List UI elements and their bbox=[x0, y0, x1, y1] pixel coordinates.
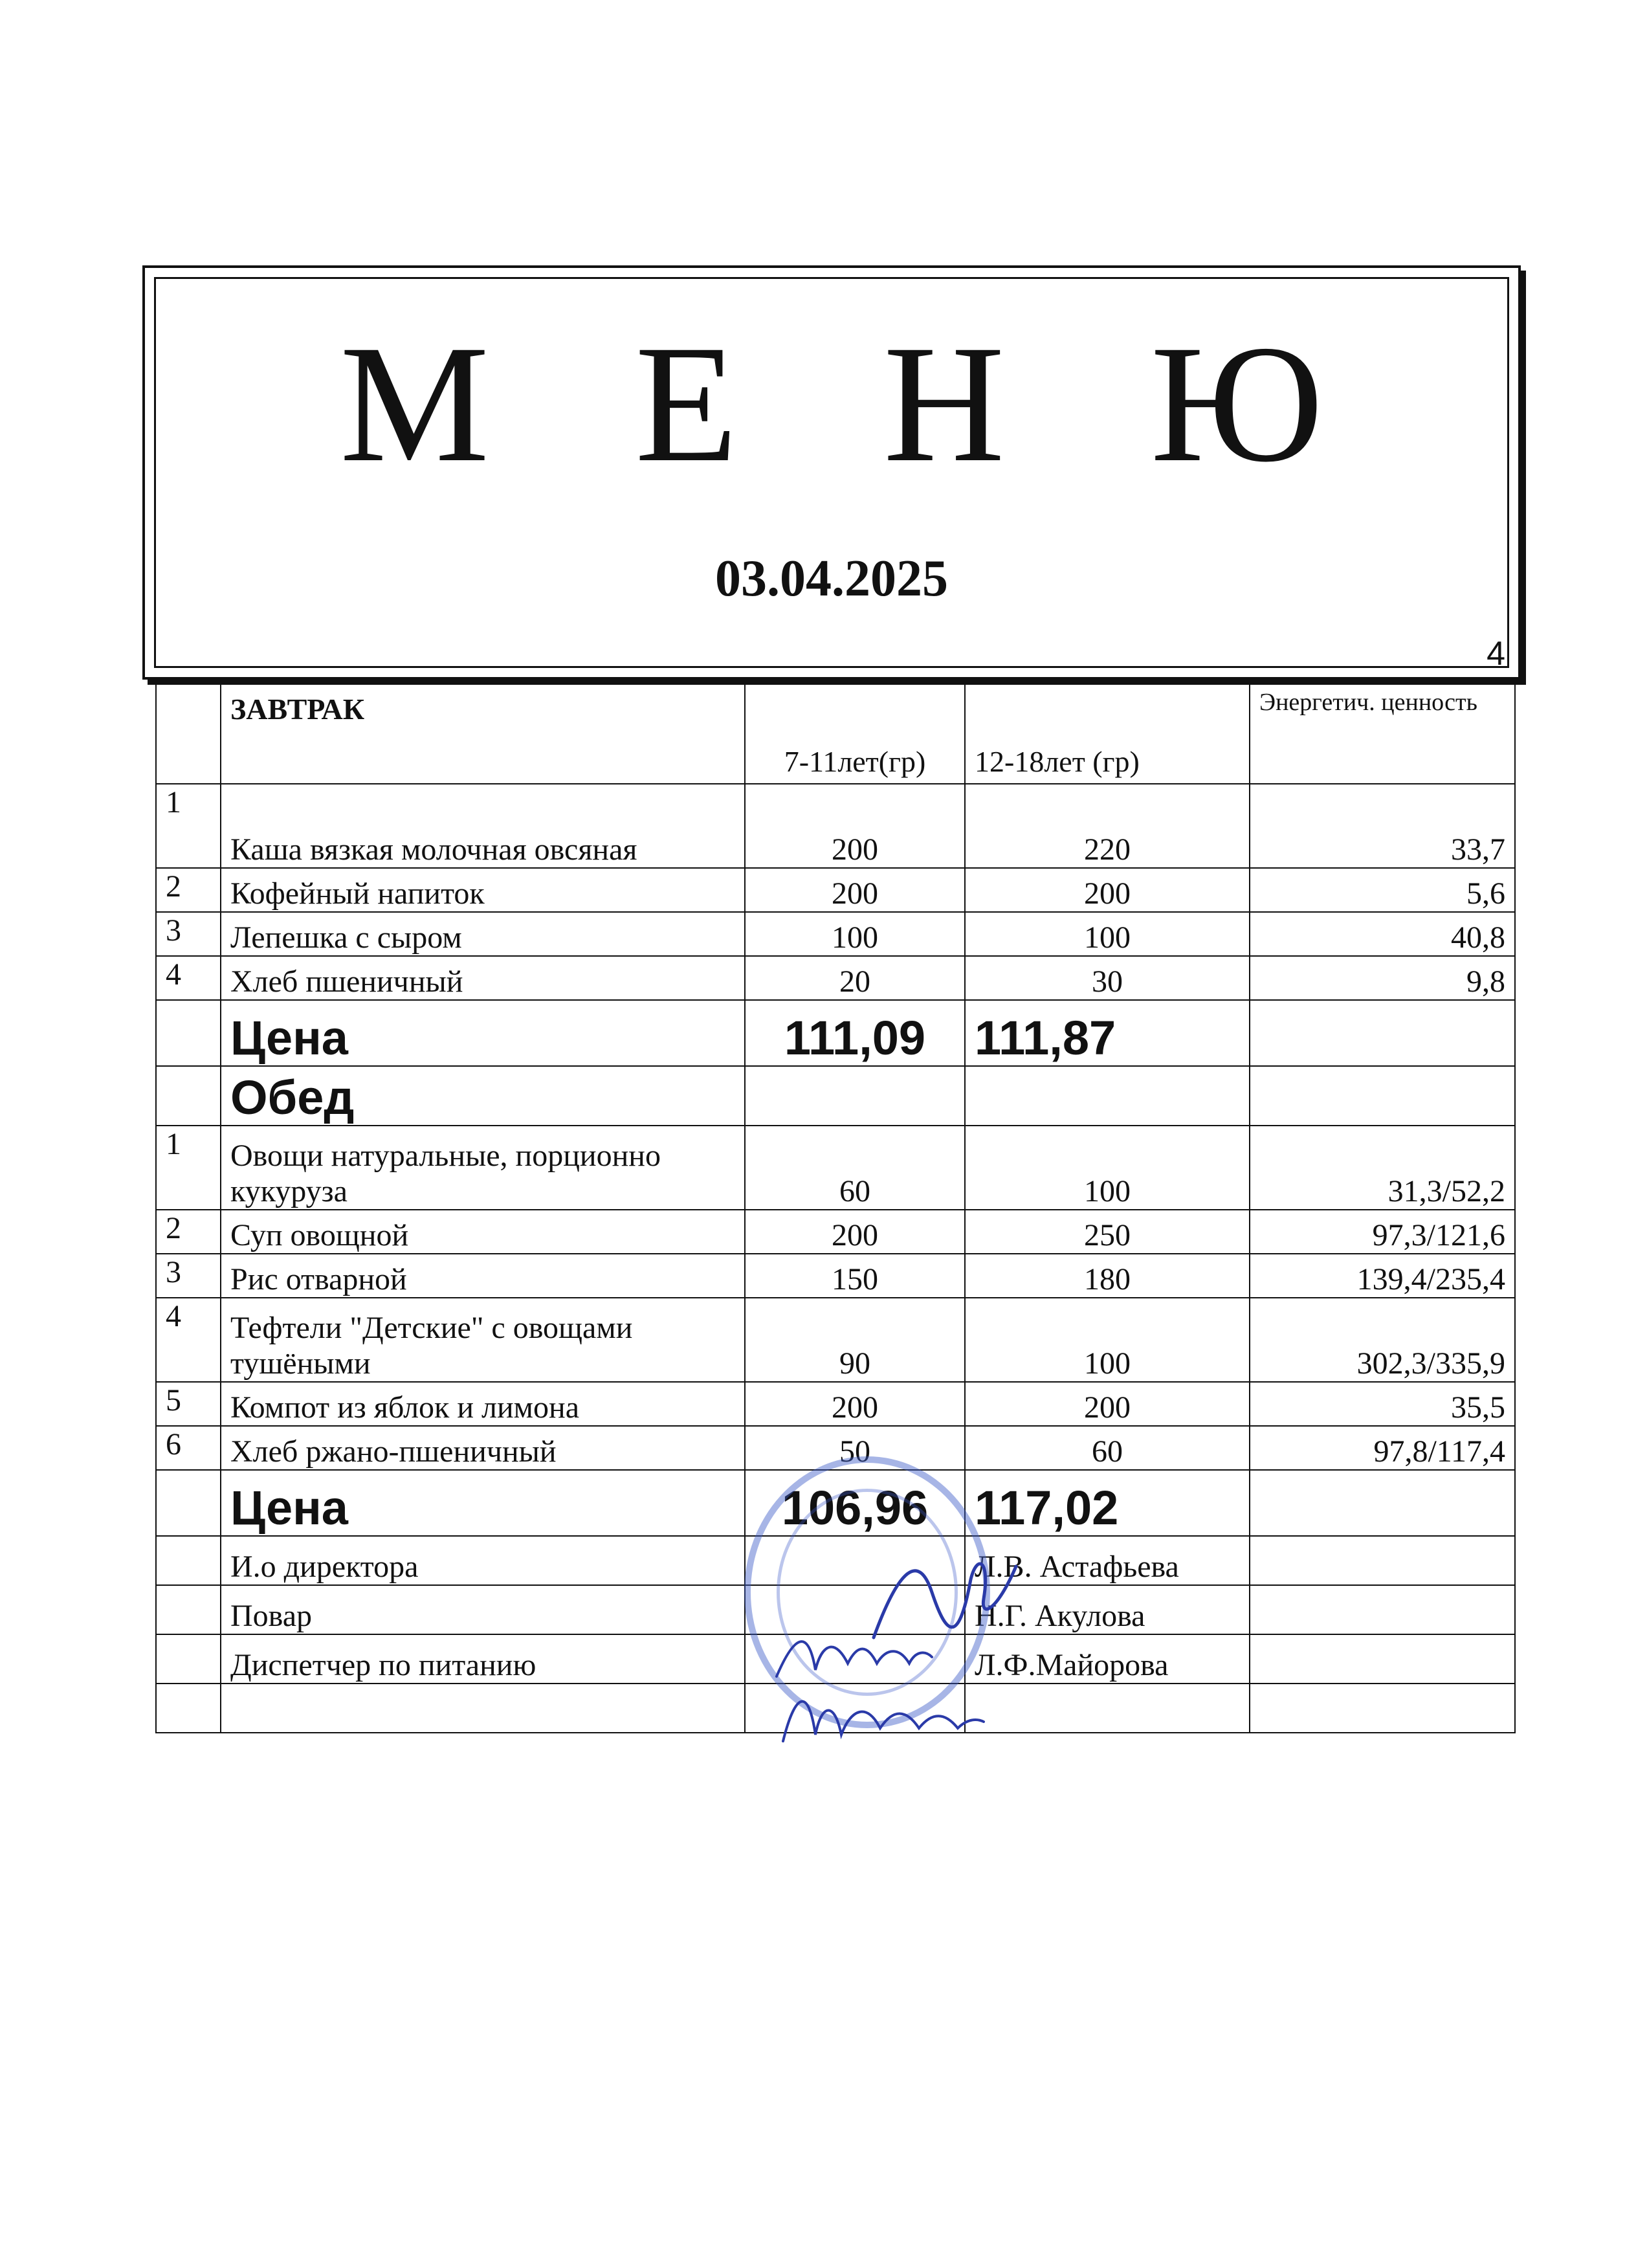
energy-value: 302,3/335,9 bbox=[1250, 1298, 1515, 1382]
energy-value: 33,7 bbox=[1250, 784, 1515, 868]
dish-name: Овощи натуральные, порционно кукуруза bbox=[221, 1126, 745, 1210]
price-label: Цена bbox=[221, 1000, 745, 1066]
column-header-age-7-11: 7-11лет(гр) bbox=[745, 679, 965, 784]
portion-12-18: 30 bbox=[965, 956, 1250, 1000]
table-row bbox=[156, 868, 1515, 912]
signature-person: Л.В. Астафьева bbox=[965, 1536, 1250, 1585]
signature-role: И.о директора bbox=[221, 1536, 745, 1585]
empty-cell bbox=[1250, 1634, 1515, 1684]
dish-name: Рис отварной bbox=[221, 1254, 745, 1298]
energy-value: 139,4/235,4 bbox=[1250, 1254, 1515, 1298]
price-label: Цена bbox=[221, 1470, 745, 1536]
empty-cell bbox=[221, 1684, 745, 1733]
menu-table bbox=[155, 678, 1516, 1733]
empty-cell bbox=[1250, 1684, 1515, 1733]
energy-value: 9,8 bbox=[1250, 956, 1515, 1000]
price-7-11: 106,96 bbox=[745, 1470, 965, 1536]
empty-cell bbox=[156, 1470, 221, 1536]
energy-value: 97,8/117,4 bbox=[1250, 1426, 1515, 1470]
portion-7-11: 100 bbox=[745, 912, 965, 956]
empty-cell bbox=[745, 1536, 965, 1585]
column-header-age-12-18: 12-18лет (гр) bbox=[965, 679, 1250, 784]
empty-cell bbox=[156, 1536, 221, 1585]
dish-name: Хлеб ржано-пшеничный bbox=[221, 1426, 745, 1470]
dish-name: Кофейный напиток bbox=[221, 868, 745, 912]
empty-cell bbox=[1250, 1585, 1515, 1634]
row-number: 4 bbox=[156, 956, 221, 1000]
signature-person: Л.Ф.Майорова bbox=[965, 1634, 1250, 1684]
portion-7-11: 200 bbox=[745, 784, 965, 868]
energy-value: 35,5 bbox=[1250, 1382, 1515, 1426]
table-header-row bbox=[156, 679, 1515, 784]
dish-name: Суп овощной bbox=[221, 1210, 745, 1254]
dish-name: Хлеб пшеничный bbox=[221, 956, 745, 1000]
table-row bbox=[156, 1210, 1515, 1254]
table-row bbox=[156, 912, 1515, 956]
empty-cell bbox=[1250, 1536, 1515, 1585]
row-number: 3 bbox=[156, 1254, 221, 1298]
breakfast-price-row bbox=[156, 1000, 1515, 1066]
page-number: 4 bbox=[1487, 635, 1505, 673]
empty-cell bbox=[965, 1066, 1250, 1126]
row-number: 2 bbox=[156, 868, 221, 912]
energy-value: 31,3/52,2 bbox=[1250, 1126, 1515, 1210]
empty-cell bbox=[745, 1684, 965, 1733]
table-row bbox=[156, 784, 1515, 868]
portion-7-11: 200 bbox=[745, 1382, 965, 1426]
energy-value: 5,6 bbox=[1250, 868, 1515, 912]
row-number: 1 bbox=[156, 1126, 221, 1210]
portion-12-18: 100 bbox=[965, 912, 1250, 956]
dish-name: Тефтели "Детские" с овощами тушёными bbox=[221, 1298, 745, 1382]
signature-row bbox=[156, 1634, 1515, 1684]
dish-name: Компот из яблок и лимона bbox=[221, 1382, 745, 1426]
empty-cell bbox=[745, 1066, 965, 1126]
table-row bbox=[156, 1426, 1515, 1470]
menu-title-box bbox=[142, 265, 1521, 680]
empty-cell bbox=[1250, 1066, 1515, 1126]
breakfast-label: ЗАВТРАК bbox=[221, 679, 745, 784]
row-number: 1 bbox=[156, 784, 221, 868]
portion-12-18: 100 bbox=[965, 1298, 1250, 1382]
table-row bbox=[156, 1298, 1515, 1382]
price-12-18: 117,02 bbox=[965, 1470, 1250, 1536]
signature-row bbox=[156, 1536, 1515, 1585]
row-number: 6 bbox=[156, 1426, 221, 1470]
empty-cell bbox=[156, 1000, 221, 1066]
empty-cell bbox=[1250, 1000, 1515, 1066]
portion-12-18: 200 bbox=[965, 868, 1250, 912]
portion-12-18: 60 bbox=[965, 1426, 1250, 1470]
signature-row bbox=[156, 1585, 1515, 1634]
table-row bbox=[156, 1254, 1515, 1298]
empty-cell bbox=[745, 1634, 965, 1684]
portion-12-18: 100 bbox=[965, 1126, 1250, 1210]
empty-cell bbox=[156, 1066, 221, 1126]
portion-12-18: 180 bbox=[965, 1254, 1250, 1298]
energy-value: 40,8 bbox=[1250, 912, 1515, 956]
lunch-label: Обед bbox=[221, 1066, 745, 1126]
menu-date: 03.04.2025 bbox=[715, 550, 948, 607]
signature-person: Н.Г. Акулова bbox=[965, 1585, 1250, 1634]
empty-cell bbox=[156, 1634, 221, 1684]
empty-cell bbox=[156, 1585, 221, 1634]
portion-12-18: 200 bbox=[965, 1382, 1250, 1426]
menu-title: М Е Н Ю bbox=[340, 311, 1375, 497]
portion-7-11: 60 bbox=[745, 1126, 965, 1210]
empty-cell bbox=[965, 1684, 1250, 1733]
signature-role: Повар bbox=[221, 1585, 745, 1634]
empty-row bbox=[156, 1684, 1515, 1733]
table-row bbox=[156, 956, 1515, 1000]
price-12-18: 111,87 bbox=[965, 1000, 1250, 1066]
portion-12-18: 250 bbox=[965, 1210, 1250, 1254]
empty-cell bbox=[745, 1585, 965, 1634]
table-row bbox=[156, 1126, 1515, 1210]
header-num-cell bbox=[156, 679, 221, 784]
row-number: 4 bbox=[156, 1298, 221, 1382]
portion-7-11: 20 bbox=[745, 956, 965, 1000]
column-header-energy: Энергетич. ценность bbox=[1250, 679, 1515, 784]
portion-12-18: 220 bbox=[965, 784, 1250, 868]
portion-7-11: 200 bbox=[745, 868, 965, 912]
portion-7-11: 90 bbox=[745, 1298, 965, 1382]
dish-name: Лепешка с сыром bbox=[221, 912, 745, 956]
price-7-11: 111,09 bbox=[745, 1000, 965, 1066]
row-number: 3 bbox=[156, 912, 221, 956]
portion-7-11: 150 bbox=[745, 1254, 965, 1298]
lunch-price-row bbox=[156, 1470, 1515, 1536]
dish-name: Каша вязкая молочная овсяная bbox=[221, 784, 745, 868]
empty-cell bbox=[1250, 1470, 1515, 1536]
energy-value: 97,3/121,6 bbox=[1250, 1210, 1515, 1254]
row-number: 5 bbox=[156, 1382, 221, 1426]
lunch-section-row bbox=[156, 1066, 1515, 1126]
signature-role: Диспетчер по питанию bbox=[221, 1634, 745, 1684]
empty-cell bbox=[156, 1684, 221, 1733]
table-row bbox=[156, 1382, 1515, 1426]
row-number: 2 bbox=[156, 1210, 221, 1254]
portion-7-11: 200 bbox=[745, 1210, 965, 1254]
portion-7-11: 50 bbox=[745, 1426, 965, 1470]
